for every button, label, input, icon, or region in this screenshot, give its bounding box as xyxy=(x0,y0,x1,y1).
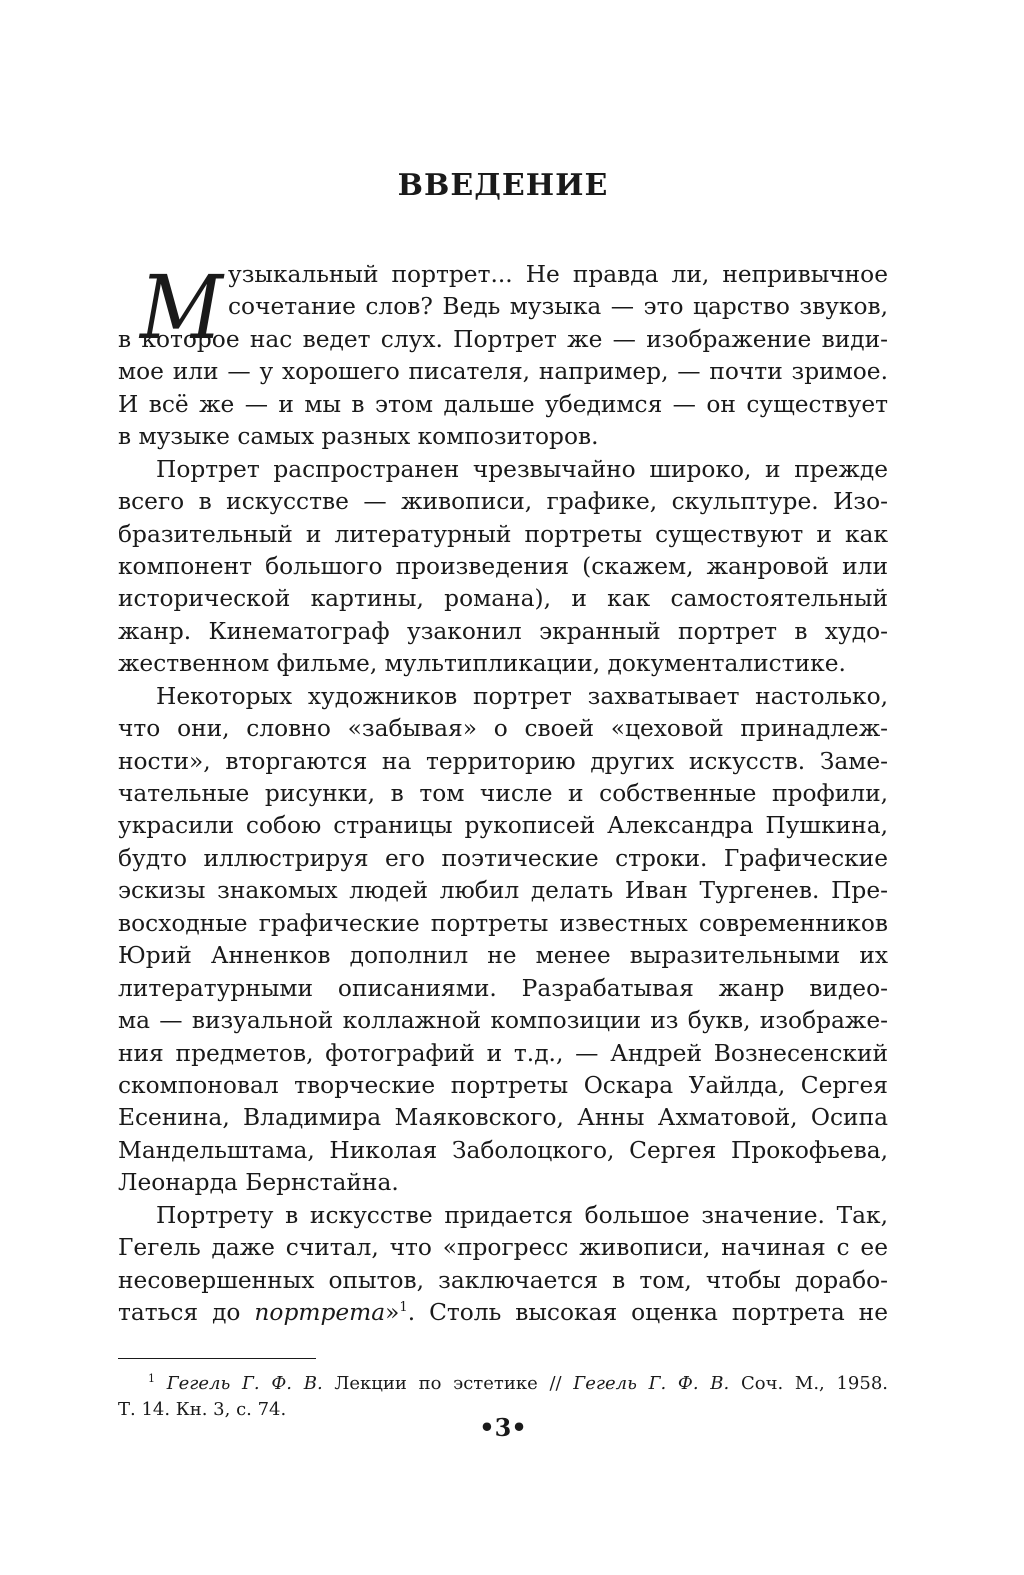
text-line: Портрету в искусстве придается большое значение. Так, xyxy=(156,1201,888,1229)
text-line: Некоторых художников портрет захватывает настолько, xyxy=(156,682,888,710)
text-line: эскизы знакомых людей любил делать Иван Тургенев. Пре- xyxy=(118,877,888,905)
text-line: в музыке самых разных композиторов. xyxy=(118,423,599,451)
text-fragment: таться до xyxy=(118,1299,255,1326)
text-line: скомпоновал творческие портреты Оскара Уайлда, Сергея xyxy=(118,1071,888,1099)
footnote-number: 1 xyxy=(148,1372,155,1385)
italic-term: портрета xyxy=(254,1299,386,1326)
footnote-divider xyxy=(118,1358,316,1359)
footnote-text: Лекции по эстетике // xyxy=(322,1373,574,1394)
page-number: •3• xyxy=(479,1413,527,1442)
text-line: Юрий Анненков дополнил не менее выразительными их xyxy=(118,942,888,970)
text-line: Портрет распространен чрезвычайно широко, и прежде xyxy=(156,455,888,483)
closing-quote: » xyxy=(385,1299,400,1326)
text-line: литературными описаниями. Разрабатывая жанр видео- xyxy=(118,974,888,1002)
text-line: ма — визуальной коллажной композиции из букв, изображе- xyxy=(118,1007,888,1035)
text-line: будто иллюстрируя его поэтические строки. Графические xyxy=(118,844,888,872)
text-line: бразительный и литературный портреты существуют и как xyxy=(118,520,888,548)
footnote-reference[interactable]: 1 xyxy=(399,1300,408,1316)
text-line: что они, словно «забывая» о своей «цеховой принадлеж- xyxy=(118,715,888,743)
footnote-author: Гегель Г. Ф. В. xyxy=(573,1373,730,1394)
text-line: И всё же — и мы в этом дальше убедимся — он существует xyxy=(118,390,888,418)
text-line: жественном фильме, мультипликации, документалистике. xyxy=(118,650,846,678)
text-line: ности», вторгаются на территорию других искусств. Заме- xyxy=(118,747,888,775)
text-line: ния предметов, фотографий и т.д., — Андрей Вознесенский xyxy=(118,1039,888,1067)
text-line: жанр. Кинематограф узаконил экранный портрет в худо- xyxy=(118,617,888,645)
text-line: восходные графические портреты известных современников xyxy=(118,909,888,937)
drop-cap-letter: М xyxy=(140,256,223,359)
text-line: Мандельштама, Николая Заболоцкого, Сергея Прокофьева, xyxy=(118,1136,888,1164)
body-text xyxy=(118,256,888,1329)
text-line: сочетание слов? Ведь музыка — это царство звуков, xyxy=(228,293,888,321)
footnote-line: Т. 14. Кн. 3, с. 74. xyxy=(118,1399,287,1420)
text-line: чательные рисунки, в том числе и собственные профили, xyxy=(118,780,888,807)
text-line: всего в искусстве — живописи, графике, скульптуре. Изо- xyxy=(118,488,888,516)
text-line: Гегель даже считал, что «прогресс живописи, начиная с ее xyxy=(118,1234,888,1262)
text-line: украсили собою страницы рукописей Александра Пушкина, xyxy=(118,812,888,840)
chapter-heading: ВВЕДЕНИЕ xyxy=(397,168,609,203)
text-line-with-footnote-ref xyxy=(118,1297,888,1329)
text-line: несовершенных опытов, заключается в том, чтобы дорабо- xyxy=(118,1266,888,1294)
text-line: мое или — у хорошего писателя, например, — почти зримое. xyxy=(118,358,888,386)
text-line: Есенина, Владимира Маяковского, Анны Ахматовой, Осипа xyxy=(118,1104,888,1132)
text-line: узыкальный портрет... Не правда ли, непривычное xyxy=(228,261,888,288)
text-fragment: . Столь высокая оценка портрета не xyxy=(407,1299,888,1326)
footnote-author: Гегель Г. Ф. В. xyxy=(166,1373,323,1394)
text-line: Леонарда Бернстайна. xyxy=(118,1169,399,1197)
text-line: в которое нас ведет слух. Портрет же — изображение види- xyxy=(118,325,888,353)
footnote-text: Соч. М., 1958. xyxy=(729,1373,889,1394)
footnote-line xyxy=(118,1371,888,1397)
text-line: компонент большого произведения (скажем, жанровой или xyxy=(118,552,888,580)
text-line: исторической картины, романа), и как самостоятельный xyxy=(118,585,888,613)
